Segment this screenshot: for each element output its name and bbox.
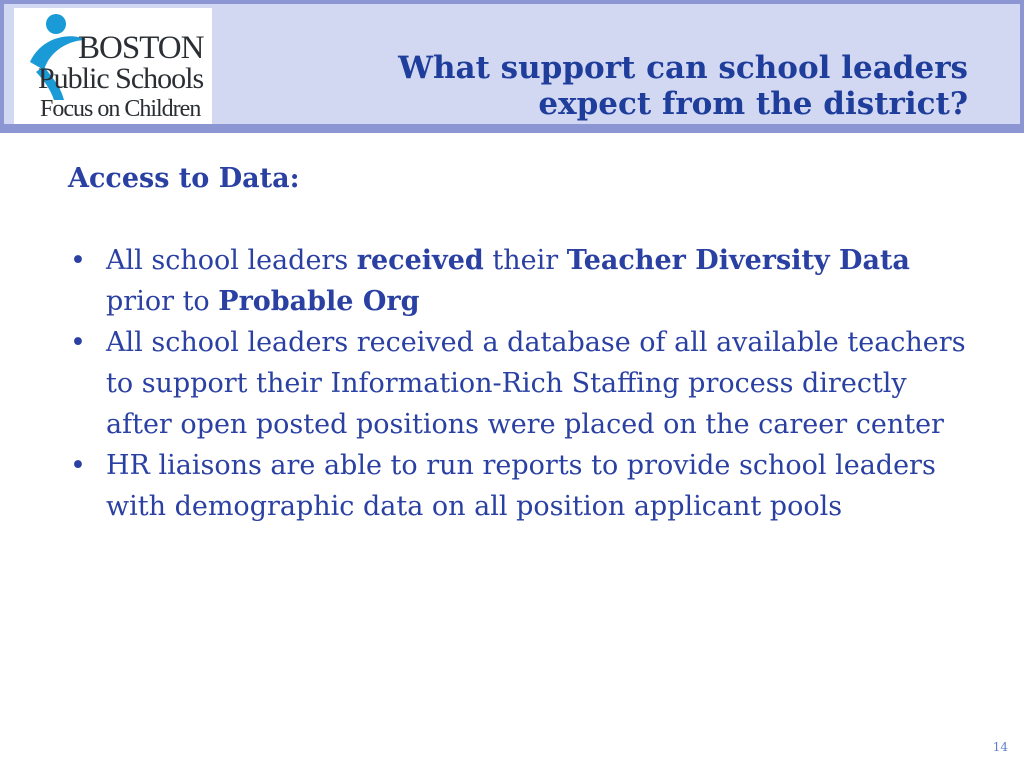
- boston-public-schools-logo: [14, 8, 212, 124]
- header-panel: [4, 4, 1020, 124]
- bullet-dot-icon: •: [70, 245, 86, 276]
- slide-title: [398, 50, 968, 122]
- bullet-1-bold-received: received: [356, 245, 484, 276]
- bullet-1-text-1: All school leaders: [106, 245, 357, 276]
- section-heading: Access to Data:: [68, 163, 300, 194]
- bullet-list: [68, 240, 968, 527]
- bullet-item-2: [68, 322, 968, 445]
- header-band: [0, 0, 1024, 133]
- bullet-1-text-2: their: [483, 245, 567, 276]
- bullet-dot-icon: •: [70, 450, 86, 481]
- spacer: [68, 199, 968, 240]
- bullet-1-bold-probable-org: Probable Org: [218, 286, 420, 317]
- slide-title-line-1: What support can school leaders: [398, 50, 968, 86]
- logo-text-boston: BOSTON: [78, 30, 204, 66]
- bullet-2-text: All school leaders received a database of all available teachers to support their Information-Rich Staffing process directly after open posted positions were placed on the career center: [106, 327, 966, 440]
- bullet-3-text: HR liaisons are able to run reports to provide school leaders with demographic data on all position applicant pools: [106, 450, 936, 522]
- slide-body: [68, 158, 968, 527]
- logo-text-public-schools: Public Schools: [38, 62, 204, 95]
- bullet-1-text-3: prior to: [106, 286, 219, 317]
- logo-text-focus-on-children: Focus on Children: [40, 96, 201, 122]
- bullet-item-1: [68, 240, 968, 322]
- bullet-item-3: [68, 445, 968, 527]
- slide-number: 14: [992, 740, 1008, 754]
- slide-title-line-2: expect from the district?: [538, 86, 968, 122]
- bullet-1-bold-teacher-diversity-data: Teacher Diversity Data: [566, 245, 910, 276]
- bullet-dot-icon: •: [70, 327, 86, 358]
